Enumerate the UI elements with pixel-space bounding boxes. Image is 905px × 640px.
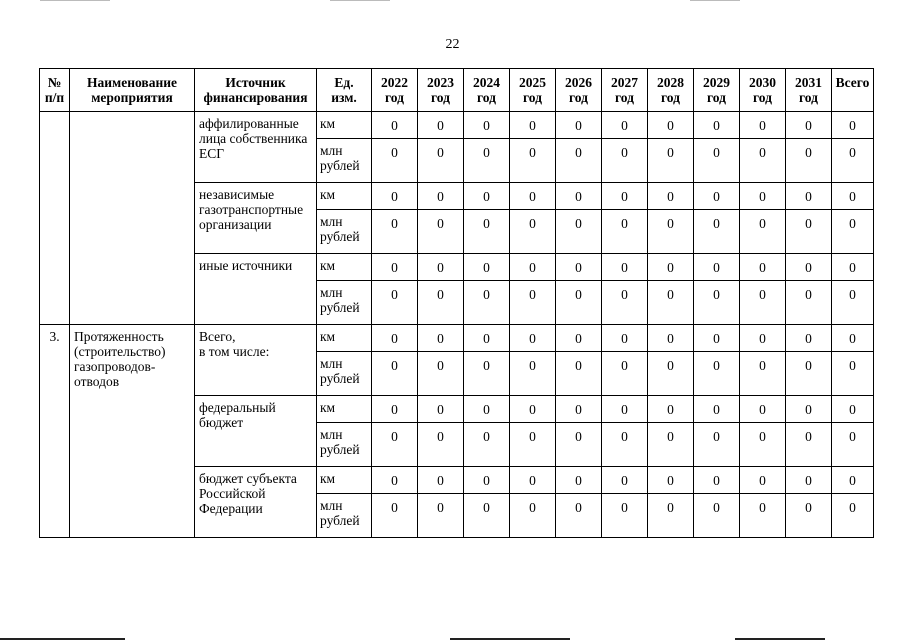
- year-value-cell: 0: [510, 325, 556, 352]
- year-value-cell: 0: [740, 396, 786, 423]
- row-number: 3.: [40, 325, 70, 538]
- year-value-cell: 0: [694, 325, 740, 352]
- year-value-cell: 0: [556, 467, 602, 494]
- header-year: 2030 год: [740, 69, 786, 112]
- unit-cell: млн рублей: [317, 423, 372, 467]
- year-value-cell: 0: [786, 139, 832, 183]
- year-value-cell: 0: [418, 325, 464, 352]
- row-number: [40, 112, 70, 325]
- year-value-cell: 0: [786, 423, 832, 467]
- year-value-cell: 0: [510, 112, 556, 139]
- year-value-cell: 0: [602, 423, 648, 467]
- funding-source: федеральный бюджет: [195, 396, 317, 467]
- funding-source: Всего, в том числе:: [195, 325, 317, 396]
- unit-cell: км: [317, 112, 372, 139]
- scan-edge-mark: [40, 0, 110, 1]
- year-value-cell: 0: [694, 467, 740, 494]
- year-value-cell: 0: [602, 396, 648, 423]
- funding-source: аффилированные лица собственника ЕСГ: [195, 112, 317, 183]
- year-value-cell: 0: [464, 396, 510, 423]
- year-value-cell: 0: [556, 281, 602, 325]
- year-value-cell: 0: [510, 494, 556, 538]
- header-source: Источник финансирования: [195, 69, 317, 112]
- year-value-cell: 0: [602, 112, 648, 139]
- total-cell: 0: [832, 467, 874, 494]
- scan-edge-mark: [690, 0, 740, 1]
- unit-cell: млн рублей: [317, 494, 372, 538]
- year-value-cell: 0: [740, 183, 786, 210]
- year-value-cell: 0: [372, 423, 418, 467]
- header-name: Наименование мероприятия: [70, 69, 195, 112]
- year-value-cell: 0: [510, 183, 556, 210]
- year-value-cell: 0: [510, 423, 556, 467]
- unit-cell: км: [317, 467, 372, 494]
- year-value-cell: 0: [648, 423, 694, 467]
- year-value-cell: 0: [694, 183, 740, 210]
- year-value-cell: 0: [602, 183, 648, 210]
- year-value-cell: 0: [694, 112, 740, 139]
- year-value-cell: 0: [694, 281, 740, 325]
- year-value-cell: 0: [602, 467, 648, 494]
- year-value-cell: 0: [740, 467, 786, 494]
- year-value-cell: 0: [464, 494, 510, 538]
- year-value-cell: 0: [556, 112, 602, 139]
- funding-source: независимые газотранспортные организации: [195, 183, 317, 254]
- year-value-cell: 0: [602, 281, 648, 325]
- year-value-cell: 0: [602, 352, 648, 396]
- year-value-cell: 0: [418, 494, 464, 538]
- total-cell: 0: [832, 352, 874, 396]
- total-cell: 0: [832, 139, 874, 183]
- year-value-cell: 0: [464, 352, 510, 396]
- year-value-cell: 0: [740, 352, 786, 396]
- year-value-cell: 0: [648, 139, 694, 183]
- header-unit: Ед. изм.: [317, 69, 372, 112]
- year-value-cell: 0: [418, 423, 464, 467]
- header-year: 2026 год: [556, 69, 602, 112]
- year-value-cell: 0: [648, 281, 694, 325]
- year-value-cell: 0: [418, 281, 464, 325]
- year-value-cell: 0: [372, 281, 418, 325]
- year-value-cell: 0: [648, 112, 694, 139]
- unit-cell: км: [317, 183, 372, 210]
- year-value-cell: 0: [740, 210, 786, 254]
- year-value-cell: 0: [694, 423, 740, 467]
- year-value-cell: 0: [786, 467, 832, 494]
- header-year: 2023 год: [418, 69, 464, 112]
- total-cell: 0: [832, 183, 874, 210]
- year-value-cell: 0: [602, 210, 648, 254]
- year-value-cell: 0: [786, 112, 832, 139]
- funding-source: бюджет субъекта Российской Федерации: [195, 467, 317, 538]
- header-year: 2022 год: [372, 69, 418, 112]
- year-value-cell: 0: [510, 352, 556, 396]
- year-value-cell: 0: [648, 325, 694, 352]
- year-value-cell: 0: [556, 325, 602, 352]
- unit-cell: км: [317, 325, 372, 352]
- year-value-cell: 0: [694, 396, 740, 423]
- year-value-cell: 0: [372, 467, 418, 494]
- header-year: 2025 год: [510, 69, 556, 112]
- year-value-cell: 0: [740, 254, 786, 281]
- year-value-cell: 0: [372, 396, 418, 423]
- year-value-cell: 0: [786, 210, 832, 254]
- year-value-cell: 0: [740, 281, 786, 325]
- unit-cell: млн рублей: [317, 139, 372, 183]
- year-value-cell: 0: [648, 467, 694, 494]
- year-value-cell: 0: [694, 254, 740, 281]
- year-value-cell: 0: [602, 139, 648, 183]
- year-value-cell: 0: [786, 396, 832, 423]
- year-value-cell: 0: [602, 254, 648, 281]
- header-year: 2024 год: [464, 69, 510, 112]
- year-value-cell: 0: [464, 467, 510, 494]
- measure-name: Протяженность (строительство) газопроводов-отводов: [70, 325, 195, 538]
- year-value-cell: 0: [418, 352, 464, 396]
- year-value-cell: 0: [786, 183, 832, 210]
- year-value-cell: 0: [740, 494, 786, 538]
- total-cell: 0: [832, 325, 874, 352]
- year-value-cell: 0: [464, 325, 510, 352]
- header-total: Всего: [832, 69, 874, 112]
- year-value-cell: 0: [372, 352, 418, 396]
- table-row: [40, 112, 874, 139]
- total-cell: 0: [832, 254, 874, 281]
- year-value-cell: 0: [418, 396, 464, 423]
- unit-cell: км: [317, 396, 372, 423]
- total-cell: 0: [832, 423, 874, 467]
- year-value-cell: 0: [464, 210, 510, 254]
- unit-cell: млн рублей: [317, 281, 372, 325]
- year-value-cell: 0: [464, 254, 510, 281]
- year-value-cell: 0: [372, 325, 418, 352]
- total-cell: 0: [832, 396, 874, 423]
- year-value-cell: 0: [418, 467, 464, 494]
- scan-edge-mark: [330, 0, 390, 1]
- year-value-cell: 0: [556, 494, 602, 538]
- unit-cell: млн рублей: [317, 352, 372, 396]
- unit-cell: км: [317, 254, 372, 281]
- year-value-cell: 0: [602, 494, 648, 538]
- year-value-cell: 0: [510, 467, 556, 494]
- year-value-cell: 0: [556, 254, 602, 281]
- header-year: 2027 год: [602, 69, 648, 112]
- year-value-cell: 0: [694, 210, 740, 254]
- year-value-cell: 0: [740, 112, 786, 139]
- year-value-cell: 0: [602, 325, 648, 352]
- funding-table: [39, 68, 874, 538]
- header-year: 2028 год: [648, 69, 694, 112]
- year-value-cell: 0: [786, 281, 832, 325]
- year-value-cell: 0: [740, 423, 786, 467]
- total-cell: 0: [832, 112, 874, 139]
- year-value-cell: 0: [464, 281, 510, 325]
- year-value-cell: 0: [786, 352, 832, 396]
- year-value-cell: 0: [418, 254, 464, 281]
- table-header-row: [40, 69, 874, 112]
- year-value-cell: 0: [740, 325, 786, 352]
- measure-name: [70, 112, 195, 325]
- year-value-cell: 0: [510, 281, 556, 325]
- year-value-cell: 0: [372, 139, 418, 183]
- year-value-cell: 0: [510, 396, 556, 423]
- year-value-cell: 0: [556, 396, 602, 423]
- year-value-cell: 0: [510, 254, 556, 281]
- year-value-cell: 0: [556, 352, 602, 396]
- year-value-cell: 0: [648, 352, 694, 396]
- year-value-cell: 0: [372, 494, 418, 538]
- year-value-cell: 0: [418, 112, 464, 139]
- year-value-cell: 0: [464, 112, 510, 139]
- year-value-cell: 0: [648, 396, 694, 423]
- year-value-cell: 0: [694, 352, 740, 396]
- year-value-cell: 0: [510, 139, 556, 183]
- header-year: 2029 год: [694, 69, 740, 112]
- year-value-cell: 0: [648, 494, 694, 538]
- total-cell: 0: [832, 494, 874, 538]
- year-value-cell: 0: [556, 139, 602, 183]
- year-value-cell: 0: [694, 139, 740, 183]
- year-value-cell: 0: [372, 210, 418, 254]
- year-value-cell: 0: [372, 254, 418, 281]
- year-value-cell: 0: [648, 210, 694, 254]
- year-value-cell: 0: [418, 210, 464, 254]
- year-value-cell: 0: [648, 183, 694, 210]
- year-value-cell: 0: [418, 183, 464, 210]
- year-value-cell: 0: [372, 112, 418, 139]
- unit-cell: млн рублей: [317, 210, 372, 254]
- funding-source: иные источники: [195, 254, 317, 325]
- year-value-cell: 0: [556, 210, 602, 254]
- year-value-cell: 0: [510, 210, 556, 254]
- year-value-cell: 0: [556, 183, 602, 210]
- year-value-cell: 0: [556, 423, 602, 467]
- year-value-cell: 0: [786, 325, 832, 352]
- year-value-cell: 0: [372, 183, 418, 210]
- year-value-cell: 0: [786, 254, 832, 281]
- year-value-cell: 0: [418, 139, 464, 183]
- header-num: № п/п: [40, 69, 70, 112]
- year-value-cell: 0: [740, 139, 786, 183]
- year-value-cell: 0: [786, 494, 832, 538]
- year-value-cell: 0: [464, 183, 510, 210]
- year-value-cell: 0: [464, 423, 510, 467]
- page-number: 22: [445, 37, 460, 52]
- year-value-cell: 0: [648, 254, 694, 281]
- total-cell: 0: [832, 281, 874, 325]
- total-cell: 0: [832, 210, 874, 254]
- year-value-cell: 0: [694, 494, 740, 538]
- header-year: 2031 год: [786, 69, 832, 112]
- year-value-cell: 0: [464, 139, 510, 183]
- table-row: [40, 325, 874, 352]
